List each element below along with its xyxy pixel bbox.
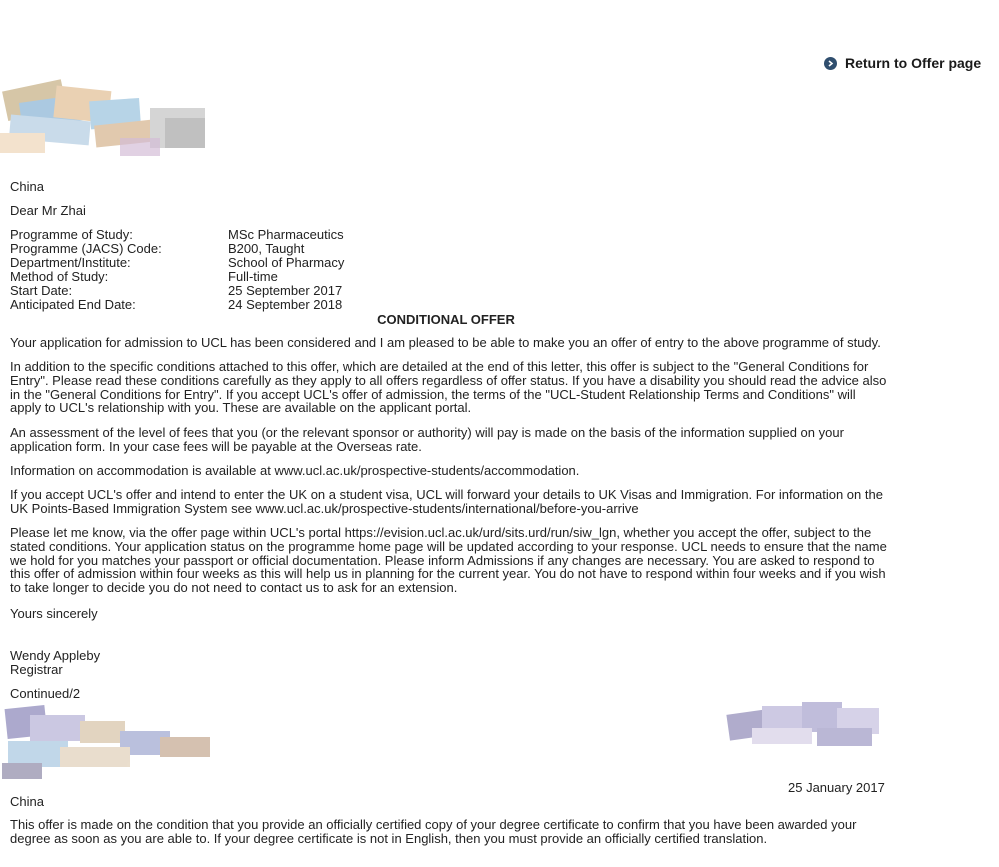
paragraph-respond: Please let me know, via the offer page within UCL's portal https://evision.ucl.ac.uk/urd/sits.urd/run/siw_lgn, whether you accept the offer, subject to the stated conditions. Your application status on the programme home page will be updated according to your response. UCL needs to ensure that the name we hold for you matches your passport or official documentation. Please inform Admissions if any changes are necessary. You are asked to respond to this offer of admission within four weeks as this will help us in planning for the current year. You do not have to respond within four weeks and if you wish to take longer to decide you do not need to contact us to ask for an extension.	[10, 525, 887, 596]
return-link-label: Return to Offer page	[845, 55, 982, 71]
continued-note: Continued/2	[10, 686, 81, 701]
closing: Yours sincerely	[10, 606, 98, 621]
detail-value: 24 September 2018	[228, 297, 343, 312]
detail-label: Anticipated End Date:	[10, 297, 136, 312]
programme-details	[10, 228, 344, 312]
detail-row	[10, 256, 344, 270]
redacted-address-block-2	[0, 703, 218, 783]
detail-label: Programme of Study:	[10, 227, 133, 242]
signatory-title: Registrar	[10, 662, 63, 677]
detail-row	[10, 270, 344, 284]
arrow-right-circle-icon	[824, 57, 837, 70]
detail-label: Programme (JACS) Code:	[10, 241, 162, 256]
detail-label: Department/Institute:	[10, 255, 131, 270]
recipient-country-2: China	[10, 794, 44, 809]
signatory-name: Wendy Appleby	[10, 648, 101, 663]
redacted-address-block	[0, 78, 215, 168]
return-to-offer-link[interactable]	[824, 55, 981, 71]
letter-date: 25 January 2017	[788, 780, 885, 795]
detail-value: MSc Pharmaceutics	[228, 227, 344, 242]
paragraph-conditions: In addition to the specific conditions attached to this offer, which are detailed at the end of this letter, this offer is subject to the "General Conditions for Entry". Please read these conditions carefully as they apply to all offers regardless of offer status. If you have a disability you should read the advice also in the "General Conditions for Entry". If you accept UCL's offer of admission, the terms of the "UCL-Student Relationship Terms and Conditions" will apply to UCL's relationship with you. These are available on the applicant portal.	[10, 359, 887, 416]
paragraph-accommodation: Information on accommodation is available at www.ucl.ac.uk/prospective-students/accommodation.	[10, 463, 580, 478]
detail-label: Start Date:	[10, 283, 73, 298]
paragraph-visa: If you accept UCL's offer and intend to enter the UK on a student visa, UCL will forward your details to UK Visas and Immigration. For information on the UK Points-Based Immigration System see www.ucl.ac.uk/prospective-students/international/before-you-arrive	[10, 487, 883, 516]
detail-row	[10, 228, 344, 242]
recipient-country: China	[10, 179, 44, 194]
paragraph-degree-condition: This offer is made on the condition that you provide an officially certified copy of your degree certificate to confirm that you have been awarded your degree as soon as you are able to. If your degree certificate is not in English, then you must provide an officially certified translation.	[10, 817, 857, 846]
detail-value: Full-time	[228, 269, 278, 284]
detail-label: Method of Study:	[10, 269, 109, 284]
salutation: Dear Mr Zhai	[10, 203, 86, 218]
redacted-reference-block	[722, 698, 884, 750]
paragraph-intro: Your application for admission to UCL has been considered and I am pleased to be able to make you an offer of entry to the above programme of study.	[10, 335, 881, 350]
detail-row	[10, 298, 344, 312]
detail-row	[10, 284, 344, 298]
offer-heading: CONDITIONAL OFFER	[377, 312, 515, 327]
paragraph-fees: An assessment of the level of fees that you (or the relevant sponsor or authority) will pay is made on the basis of the information supplied on your application form. In your case fees will be payable at the Overseas rate.	[10, 425, 844, 454]
detail-value: 25 September 2017	[228, 283, 343, 298]
detail-value: School of Pharmacy	[228, 255, 345, 270]
detail-row	[10, 242, 344, 256]
detail-value: B200, Taught	[228, 241, 305, 256]
